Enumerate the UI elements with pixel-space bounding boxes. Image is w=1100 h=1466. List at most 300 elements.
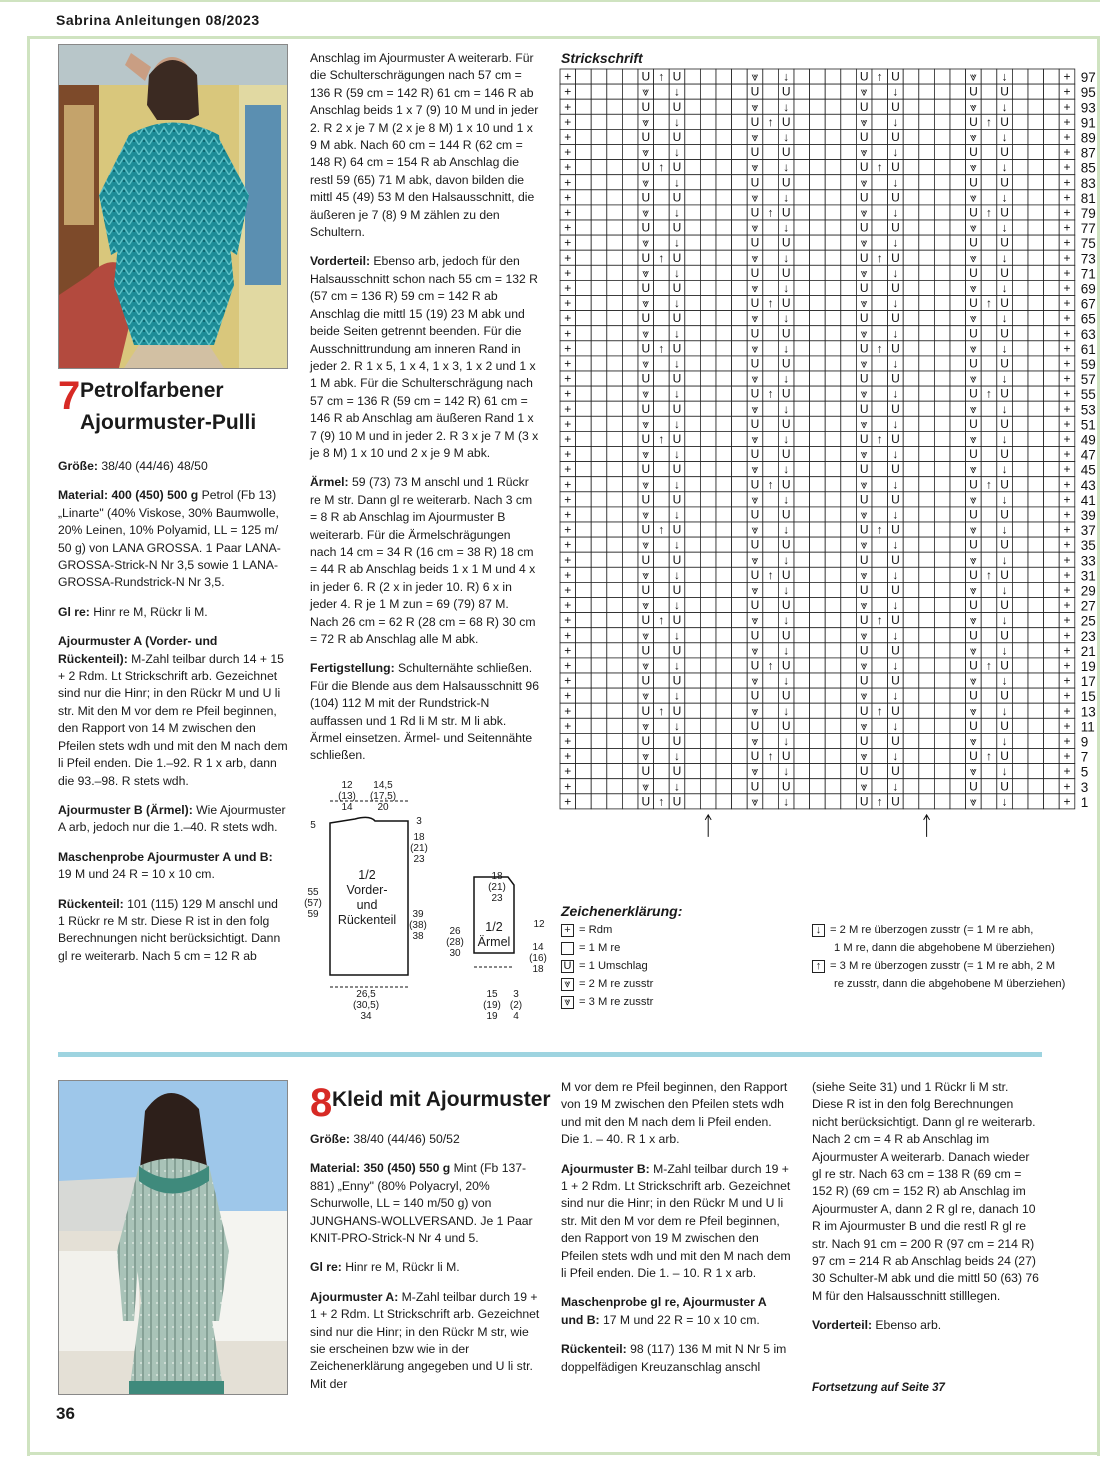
chart-cell [810, 114, 826, 129]
chart-cell [1044, 326, 1060, 341]
chart-symbol: U [750, 447, 760, 462]
chart-symbol: ⩔ [860, 598, 868, 613]
chart-symbol: ↓ [1001, 673, 1008, 688]
chart-symbol: + [564, 688, 572, 703]
chart-cell [716, 205, 732, 220]
chart-cell [950, 341, 966, 356]
chart-cell [763, 416, 779, 431]
chart-cell [654, 129, 670, 144]
chart-cell [825, 431, 841, 446]
chart-symbol: ⩔ [970, 401, 977, 416]
chart-cell [607, 341, 623, 356]
chart-symbol: U [672, 311, 682, 326]
pattern7-col2 [310, 50, 540, 777]
chart-cell [1012, 341, 1028, 356]
chart-cell [981, 628, 997, 643]
chart-cell [825, 326, 841, 341]
chart-cell [1012, 235, 1028, 250]
chart-cell [763, 492, 779, 507]
dress-photo [58, 1080, 288, 1395]
chart-cell [685, 280, 701, 295]
chart-symbol: ⩔ [642, 114, 650, 129]
chart-symbol: ↑ [658, 160, 665, 175]
chart-cell [700, 250, 716, 265]
chart-cell [1044, 235, 1060, 250]
chart-symbol: U [641, 432, 651, 446]
chart-symbol: ↓ [892, 114, 899, 129]
chart-symbol: ⩔ [860, 386, 868, 401]
chart-symbol: ⩔ [970, 341, 977, 356]
chart-cell [685, 477, 701, 492]
chart-cell [872, 462, 888, 477]
ajourA-7: Ajourmuster A (Vorder- und Rückenteil): M-Zahl teilbar durch 14 + 15 + 2 Rdm. Lt Strickschrift arb. Gezeichnet sind nur die Hinr; in den Rückr M und U li str. Mit den M vor dem re Pfeil beginnen, den Rapport von 14 M zwischen den Pfeilen stets wdh und mit den M nach dem li Pfeil enden. Die 1.–92. R 1 x arb, dann die 93.–98. R stets wdh. [58, 634, 288, 788]
chart-cell [685, 522, 701, 537]
chart-cell [700, 492, 716, 507]
chart-symbol: U [1000, 145, 1009, 160]
chart-cell [763, 160, 779, 175]
chart-cell [919, 764, 935, 779]
chart-symbol: ↓ [1001, 613, 1008, 628]
chart-cell [903, 779, 919, 794]
chart-cell [576, 477, 592, 492]
chart-symbol: ↓ [892, 567, 899, 582]
chart-cell [700, 175, 716, 190]
chart-cell [591, 749, 607, 764]
chart-cell [1028, 84, 1044, 99]
chart-symbol: ⩔ [860, 114, 868, 129]
chart-cell [810, 462, 826, 477]
chart-cell [981, 265, 997, 280]
chart-cell [622, 356, 638, 371]
chart-symbol: ↓ [783, 311, 790, 326]
chart-symbol: ⩔ [642, 326, 650, 341]
chart-cell [591, 673, 607, 688]
chart-cell [903, 764, 919, 779]
chart-cell [622, 69, 638, 84]
chart-cell [934, 205, 950, 220]
chart-cell [934, 99, 950, 114]
chart-symbol: ↓ [1001, 462, 1008, 477]
chart-cell [950, 477, 966, 492]
schem-top-b: 14,5 (17,5) 20 [369, 780, 397, 813]
chart-cell [685, 175, 701, 190]
chart-cell [872, 99, 888, 114]
chart-cell [825, 265, 841, 280]
chart-cell [934, 356, 950, 371]
chart-symbol: U [859, 462, 869, 477]
chart-cell [794, 280, 810, 295]
chart-cell [700, 205, 716, 220]
chart-cell [622, 250, 638, 265]
chart-row-label: 11 [1080, 719, 1095, 735]
chart-cell [607, 598, 623, 613]
chart-cell [716, 129, 732, 144]
left-frame [27, 36, 30, 1456]
chart-symbol: U [969, 326, 978, 341]
chart-symbol: U [891, 220, 900, 235]
chart-symbol: ↓ [892, 356, 899, 371]
chart-cell [576, 673, 592, 688]
schem-sleeve-bottom-b: 3 (2) 4 [509, 989, 523, 1022]
legend-right [812, 921, 1065, 993]
chart-symbol: + [564, 658, 572, 673]
chart-cell [841, 431, 857, 446]
chart-cell [1012, 250, 1028, 265]
chart-symbol: ↓ [783, 432, 790, 446]
chart-symbol: ↓ [674, 356, 680, 371]
chart-cell [716, 477, 732, 492]
chart-cell [763, 431, 779, 446]
chart-cell [1028, 552, 1044, 567]
chart-symbol: U [891, 311, 900, 326]
chart-symbol: U [781, 658, 791, 673]
chart-symbol: ↓ [892, 296, 899, 311]
chart-cell [576, 416, 592, 431]
chart-cell [872, 688, 888, 703]
chart-cell [794, 401, 810, 416]
chart-cell [716, 250, 732, 265]
chart-cell [934, 401, 950, 416]
chart-cell [1044, 280, 1060, 295]
chart-symbol: U [781, 145, 791, 160]
chart-symbol: ↓ [892, 537, 899, 552]
chart-cell [591, 794, 607, 809]
chart-cell [576, 628, 592, 643]
chart-symbol: ↑ [767, 567, 774, 582]
chart-cell [700, 582, 716, 597]
chart-cell [981, 311, 997, 326]
chart-cell [716, 265, 732, 280]
chart-cell [654, 582, 670, 597]
chart-symbol: U [641, 371, 651, 386]
chart-cell [732, 205, 748, 220]
chart-cell [841, 341, 857, 356]
chart-cell [654, 447, 670, 462]
chart-cell [654, 205, 670, 220]
chart-symbol: + [1063, 613, 1071, 628]
chart-cell [700, 643, 716, 658]
chart-cell [981, 673, 997, 688]
chart-cell [810, 326, 826, 341]
chart-cell [700, 673, 716, 688]
chart-cell [763, 220, 779, 235]
vorder-8: Vorderteil: Ebenso arb. [812, 1318, 942, 1333]
chart-symbol: U [750, 114, 760, 129]
continued-note: Fortsetzung auf Seite 37 [812, 1382, 945, 1394]
chart-cell [825, 341, 841, 356]
chart-cell [607, 658, 623, 673]
chart-symbol: ↓ [892, 477, 899, 492]
chart-cell [794, 386, 810, 401]
chart-cell [981, 764, 997, 779]
chart-cell [622, 688, 638, 703]
chart-cell [763, 537, 779, 552]
chart-symbol: U [859, 522, 869, 537]
chart-cell [732, 431, 748, 446]
chart-cell [934, 235, 950, 250]
chart-cell [685, 145, 701, 160]
chart-cell [591, 416, 607, 431]
schem-top-a: 12 (13) 14 [338, 780, 356, 813]
chart-cell [981, 537, 997, 552]
chart-cell [841, 235, 857, 250]
chart-cell [654, 643, 670, 658]
chart-cell [1044, 628, 1060, 643]
chart-symbol: U [781, 447, 791, 462]
chart-symbol: ↓ [674, 416, 680, 431]
chart-symbol: U [641, 69, 651, 84]
chart-cell [685, 250, 701, 265]
chart-cell [607, 99, 623, 114]
chart-symbol: + [564, 281, 572, 295]
chart-symbol: ⩔ [751, 643, 759, 658]
material-8: Material: 350 (450) 550 g Mint (Fb 137-881) „Enny" (80% Polyacryl, 20% Schurwolle, LL = 140 m/50 g) von JUNGHANS-WOLLVERSAND. Je 1 Paar KNIT-PRO-Strick-N Nr 4 und 5. [310, 1161, 533, 1246]
chart-cell [950, 643, 966, 658]
chart-symbol: U [781, 84, 791, 99]
legend-umschlag: U = 1 Umschlag [561, 957, 653, 975]
chart-cell [1012, 688, 1028, 703]
chart-cell [654, 658, 670, 673]
chart-symbol: ↑ [986, 386, 992, 401]
chart-cell [934, 688, 950, 703]
chart-cell [1012, 703, 1028, 718]
chart-cell [919, 718, 935, 733]
chart-cell [607, 582, 623, 597]
chart-symbol: + [1063, 114, 1071, 129]
chart-symbol: ↓ [1001, 734, 1008, 748]
chart-cell [794, 114, 810, 129]
chart-symbol: U [859, 371, 869, 386]
chart-symbol: ⩔ [970, 311, 977, 326]
chart-cell [607, 190, 623, 205]
chart-symbol: ↓ [783, 794, 790, 809]
chart-symbol: ↓ [783, 552, 790, 567]
chart-symbol: + [1063, 749, 1071, 764]
chart-cell [934, 733, 950, 748]
chart-cell [1044, 567, 1060, 582]
chart-cell [903, 522, 919, 537]
chart-cell [591, 190, 607, 205]
chart-cell [732, 190, 748, 205]
chart-cell [919, 567, 935, 582]
chart-symbol: U [1000, 205, 1009, 220]
chart-symbol: U [1000, 296, 1009, 311]
chart-cell [1012, 356, 1028, 371]
chart-cell [576, 613, 592, 628]
chart-symbol: + [1063, 552, 1071, 567]
chart-cell [934, 658, 950, 673]
chart-cell [654, 477, 670, 492]
chart-symbol: U [781, 235, 791, 250]
chart-cell [1012, 326, 1028, 341]
chart-cell [810, 673, 826, 688]
chart-cell [841, 552, 857, 567]
chart-symbol: U [859, 190, 869, 205]
chart-cell [716, 703, 732, 718]
chart-cell [934, 613, 950, 628]
chart-symbol: U [859, 613, 869, 628]
chart-symbol: ↓ [892, 386, 899, 401]
chart-symbol: ⩔ [751, 492, 759, 507]
chart-cell [903, 492, 919, 507]
chart-symbol: ⩔ [642, 779, 650, 794]
page-header: Sabrina Anleitungen 08/2023 [56, 12, 260, 28]
chart-cell [763, 311, 779, 326]
chart-cell [654, 749, 670, 764]
legend-2ueber-line2: 1 M re, dann die abgehobene M überziehen) [834, 942, 1055, 954]
chart-cell [1028, 567, 1044, 582]
chart-cell [732, 537, 748, 552]
chart-cell [794, 582, 810, 597]
chart-cell [934, 492, 950, 507]
col2-cont-7: Anschlag im Ajourmuster A weiterarb. Für die Schulterschrägungen nach 57 cm = 136 R (59 cm = 142 R) 61 cm = 146 R ab Anschlag beids 1 x 7 (9) 10 M und in jeder 2. R 2 x je 7 M (2 x je 8 M) 1 x 10 und 1 x 9 M abk. Nach 60 cm = 144 R (62 cm = 148 R) 64 cm = 154 R ab Anschlag die restl 59 (65) 71 M abk, davon bilden die mittl 45 (49) 53 M den Halsausschnitt, die äußeren je 7 (8) 9 M zählen zu den Schultern. [310, 51, 539, 240]
chart-cell [794, 190, 810, 205]
chart-cell [654, 764, 670, 779]
chart-cell [763, 145, 779, 160]
chart-cell [1012, 718, 1028, 733]
chart-cell [841, 492, 857, 507]
chart-symbol: ↑ [767, 749, 774, 764]
schem-sleeve-top: 18 (21) 23 [488, 871, 506, 904]
chart-symbol: + [564, 522, 572, 537]
chart-row-label: 81 [1080, 190, 1096, 206]
chart-symbol: U [1000, 84, 1009, 99]
chart-cell [950, 235, 966, 250]
chart-cell [622, 220, 638, 235]
chart-symbol: + [564, 401, 572, 416]
chart-symbol: U [1000, 235, 1009, 250]
chart-cell [825, 733, 841, 748]
chart-cell [950, 522, 966, 537]
chart-cell [654, 220, 670, 235]
chart-cell [794, 658, 810, 673]
chart-cell [576, 114, 592, 129]
chart-cell [716, 99, 732, 114]
chart-cell [622, 431, 638, 446]
chart-symbol: ⩔ [860, 296, 868, 311]
chart-cell [810, 749, 826, 764]
chart-cell [716, 794, 732, 809]
chart-cell [732, 567, 748, 582]
chart-cell [622, 582, 638, 597]
chart-row-label: 7 [1080, 749, 1089, 765]
chart-cell [872, 371, 888, 386]
chart-symbol: U [672, 643, 682, 658]
chart-cell [654, 462, 670, 477]
chart-symbol: U [781, 175, 791, 190]
chart-cell [685, 688, 701, 703]
chart-symbol: + [1063, 401, 1071, 416]
chart-cell [903, 718, 919, 733]
chart-cell [732, 779, 748, 794]
chart-cell [872, 220, 888, 235]
chart-cell [716, 84, 732, 99]
chart-cell [841, 749, 857, 764]
chart-symbol: ↑ [767, 205, 774, 220]
chart-cell [716, 582, 732, 597]
chart-cell [607, 401, 623, 416]
chart-cell [732, 416, 748, 431]
chart-cell [919, 537, 935, 552]
chart-cell [981, 326, 997, 341]
chart-cell [841, 779, 857, 794]
chart-cell [934, 718, 950, 733]
chart-cell [934, 416, 950, 431]
pattern7-title-line1: Petrolfarbener [80, 379, 224, 402]
chart-row-label: 41 [1080, 492, 1096, 508]
chart-cell [1044, 69, 1060, 84]
chart-cell [950, 749, 966, 764]
chart-cell [1012, 522, 1028, 537]
chart-symbol: U [672, 220, 682, 235]
chart-symbol: U [672, 250, 682, 265]
chart-cell [685, 749, 701, 764]
chart-symbol: U [891, 673, 900, 688]
chart-symbol: U [891, 371, 900, 386]
chart-symbol: U [641, 281, 651, 295]
chart-cell [934, 537, 950, 552]
chart-symbol: ↓ [1001, 160, 1008, 175]
chart-symbol: U [750, 537, 760, 552]
chart-symbol: U [641, 734, 651, 748]
chart-cell [794, 205, 810, 220]
chart-symbol: ⩔ [751, 673, 759, 688]
rdm-icon: + [561, 924, 574, 937]
chart-cell [591, 84, 607, 99]
chart-cell [1028, 749, 1044, 764]
chart-cell [607, 265, 623, 280]
chart-symbol: U [1000, 779, 1009, 794]
chart-cell [981, 69, 997, 84]
chart-cell [934, 386, 950, 401]
chart-cell [732, 749, 748, 764]
chart-cell [872, 447, 888, 462]
chart-cell [903, 794, 919, 809]
chart-cell [903, 643, 919, 658]
chart-cell [934, 477, 950, 492]
chart-cell [794, 522, 810, 537]
chart-cell [825, 160, 841, 175]
chart-cell [591, 386, 607, 401]
chart-row-label: 35 [1080, 538, 1096, 554]
chart-symbol: ⩔ [642, 356, 650, 371]
chart-cell [950, 69, 966, 84]
k2tog-icon: ⩔ [561, 978, 574, 991]
chart-cell [903, 613, 919, 628]
chart-cell [763, 703, 779, 718]
chart-cell [1028, 537, 1044, 552]
chart-cell [591, 250, 607, 265]
chart-symbol: U [891, 613, 900, 628]
chart-cell [732, 552, 748, 567]
chart-symbol: ↑ [876, 522, 883, 537]
chart-cell [981, 447, 997, 462]
chart-symbol: U [641, 552, 651, 567]
chart-row-label: 75 [1080, 236, 1096, 252]
chart-cell [810, 129, 826, 144]
chart-symbol: + [1063, 567, 1071, 582]
chart-cell [622, 326, 638, 341]
chart-cell [591, 265, 607, 280]
chart-cell [763, 280, 779, 295]
pattern8-col2 [561, 1079, 791, 1388]
chart-cell [622, 643, 638, 658]
chart-cell [919, 296, 935, 311]
chart-cell [794, 175, 810, 190]
pattern8-col3 [812, 1079, 1042, 1347]
chart-cell [622, 764, 638, 779]
chart-cell [607, 114, 623, 129]
